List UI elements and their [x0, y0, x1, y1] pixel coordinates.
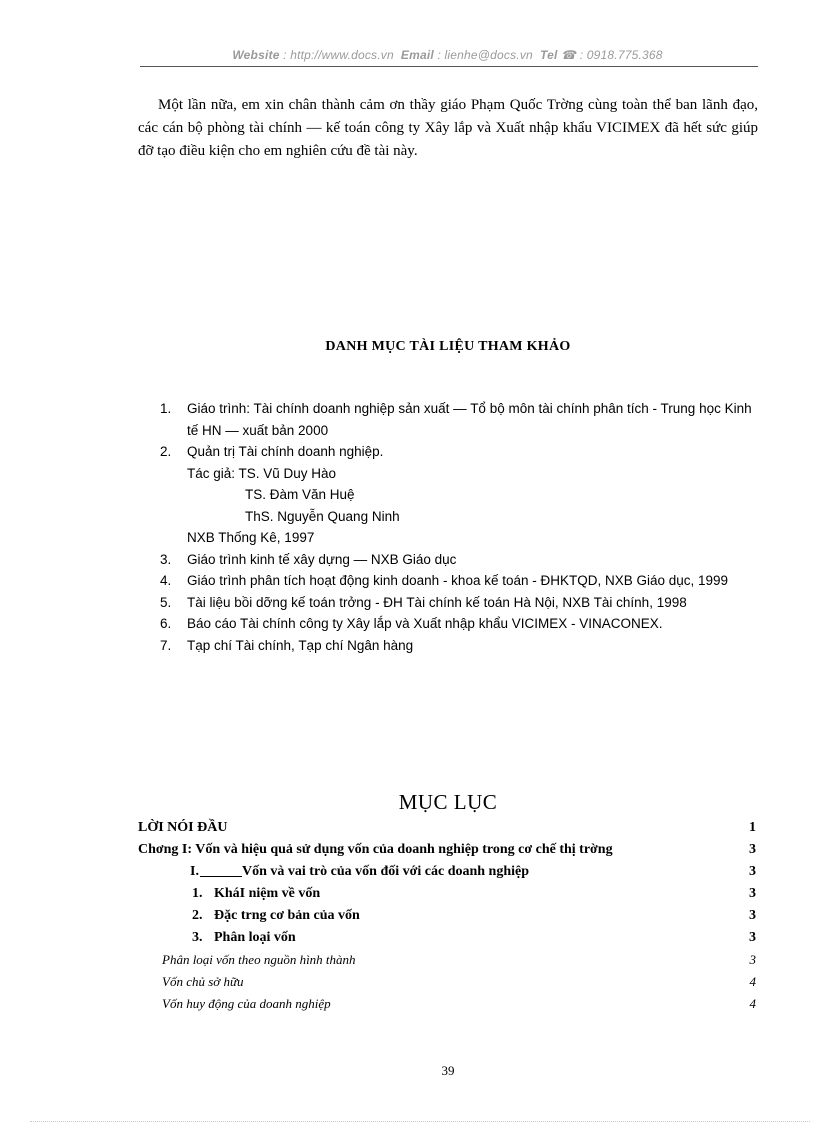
- toc-label: Phân loại vốn theo nguồn hình thành: [162, 952, 356, 967]
- footer-dotted-line: [30, 1121, 810, 1122]
- reference-item: [160, 549, 758, 571]
- website-value: : http://www.docs.vn: [283, 48, 394, 62]
- website-label: Website: [232, 48, 280, 62]
- reference-authors: Tác giả: TS. Vũ Duy Hào: [187, 465, 337, 481]
- toc-page: 4: [749, 974, 756, 989]
- toc-label: KháI niệm về vốn: [214, 886, 321, 901]
- toc-row[interactable]: [138, 817, 756, 839]
- toc-label: LỜI NÓI ĐẦU: [138, 820, 228, 835]
- reference-number: 7.: [160, 637, 172, 653]
- email-label: Email: [400, 48, 434, 62]
- toc-label: Vốn huy động của doanh nghiệp: [162, 996, 331, 1011]
- toc-number: 2.: [192, 908, 203, 923]
- page-number: 39: [441, 1063, 455, 1078]
- reference-author: ThS. Nguyễn Quang Ninh: [245, 508, 400, 524]
- toc-number: 1.: [192, 886, 203, 901]
- toc-row[interactable]: [138, 927, 756, 949]
- toc-page: 3: [749, 864, 756, 879]
- toc-page: 3: [749, 842, 756, 857]
- reference-text: Giáo trình kinh tế xây dựng — NXB Giáo dục: [187, 551, 457, 567]
- toc-row[interactable]: [138, 861, 756, 883]
- tel-value: ☎ : 0918.775.368: [561, 48, 663, 62]
- toc-page: 3: [749, 908, 756, 923]
- toc-row[interactable]: [138, 905, 756, 927]
- tel-label: Tel: [540, 48, 558, 62]
- reference-number: 4.: [160, 573, 172, 588]
- reference-text: Giáo trình phân tích hoạt động kinh doanh - khoa kế toán - ĐHKTQD, NXB Giáo dục, 1999: [187, 573, 729, 588]
- reference-number: 5.: [160, 594, 172, 610]
- reference-text: Tạp chí Tài chính, Tạp chí Ngân hàng: [187, 637, 414, 653]
- toc-title: MỤC LỤC: [398, 790, 498, 814]
- reference-item: [160, 441, 758, 463]
- toc-label: Phân loại vốn: [214, 930, 296, 945]
- toc-number: I.: [190, 864, 199, 879]
- reference-item: [160, 635, 758, 657]
- email-value: : lienhe@docs.vn: [437, 48, 533, 62]
- reference-text: Tài liệu bồi dỡng kế toán trởng - ĐH Tài chính kế toán Hà Nội, NXB Tài chính, 1998: [187, 594, 687, 610]
- references-title: DANH MỤC TÀI LIỆU THAM KHẢO: [325, 339, 571, 354]
- toc-row[interactable]: [138, 971, 756, 993]
- reference-item: [160, 398, 758, 441]
- reference-item: [160, 613, 758, 635]
- reference-number: 2.: [160, 444, 172, 459]
- toc-row[interactable]: [138, 949, 756, 971]
- toc-row[interactable]: [138, 883, 756, 905]
- reference-text: Giáo trình: Tài chính doanh nghiệp sản xuất — Tổ bộ môn tài chính phân tích - Trung học Kinh tế HN — xuất bản 2000: [187, 401, 752, 438]
- toc-number: 3.: [192, 930, 203, 945]
- table-of-contents: [138, 817, 756, 1015]
- reference-number: 1.: [160, 401, 172, 416]
- toc-row[interactable]: [138, 993, 756, 1015]
- toc-page: 4: [749, 996, 756, 1011]
- reference-author: TS. Đàm Văn Huệ: [245, 487, 355, 502]
- reference-number: 6.: [160, 616, 172, 631]
- header-divider: [140, 66, 758, 67]
- toc-label: Chơng I: Vốn và hiệu quả sử dụng vốn của doanh nghiệp trong cơ chế thị trờng: [138, 842, 613, 857]
- page-header: [140, 48, 755, 62]
- reference-item: [160, 570, 758, 592]
- toc-label: Vốn chủ sở hữu: [162, 974, 244, 989]
- reference-item: [160, 592, 758, 614]
- toc-page: 1: [749, 820, 756, 835]
- reference-text: Báo cáo Tài chính công ty Xây lắp và Xuất nhập khẩu VICIMEX - VINACONEX.: [187, 616, 663, 631]
- toc-underline: [200, 876, 242, 877]
- toc-label: Vốn và vai trò của vốn đối với các doanh nghiệp: [242, 864, 530, 879]
- toc-row[interactable]: [138, 839, 756, 861]
- references-list: [160, 398, 758, 656]
- toc-page: 3: [749, 952, 756, 967]
- reference-number: 3.: [160, 551, 172, 567]
- thanks-paragraph: Một lần nữa, em xin chân thành cảm ơn thầy giáo Phạm Quốc Trờng cùng toàn thể ban lãnh đạo, các cán bộ phòng tài chính — kế toán công ty Xây lắp và Xuất nhập khẩu VICIMEX đã hết sức giúp đỡ tạo điều kiện cho em nghiên cứu đề tài này.: [138, 97, 758, 159]
- toc-page: 3: [749, 886, 756, 901]
- reference-text: Quản trị Tài chính doanh nghiệp.: [187, 444, 384, 459]
- toc-page: 3: [749, 930, 756, 945]
- reference-publisher: NXB Thống Kê, 1997: [187, 530, 315, 545]
- toc-label: Đặc trng cơ bản của vốn: [214, 908, 360, 923]
